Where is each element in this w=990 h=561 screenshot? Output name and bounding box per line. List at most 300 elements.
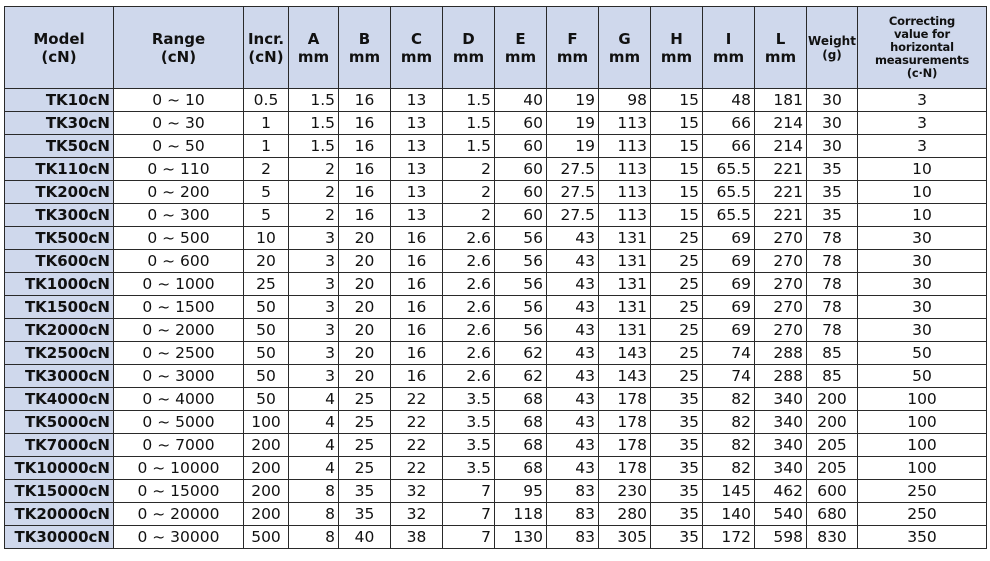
cell-model: TK10cN [5, 89, 114, 112]
cell-e: 40 [495, 89, 547, 112]
cell-h: 15 [651, 135, 703, 158]
cell-d: 2.6 [443, 227, 495, 250]
cell-b: 20 [339, 365, 391, 388]
cell-correcting-value: 30 [858, 296, 987, 319]
header-i: I mm [703, 7, 755, 89]
header-a: A mm [289, 7, 339, 89]
cell-range: 0 ~ 500 [114, 227, 244, 250]
cell-f: 27.5 [547, 158, 599, 181]
cell-model: TK500cN [5, 227, 114, 250]
cell-a: 8 [289, 480, 339, 503]
cell-b: 25 [339, 388, 391, 411]
cell-range: 0 ~ 4000 [114, 388, 244, 411]
cell-b: 35 [339, 480, 391, 503]
header-b: B mm [339, 7, 391, 89]
cell-weight: 200 [807, 388, 858, 411]
cell-i: 74 [703, 342, 755, 365]
header-correcting-value: Correcting value for horizontal measurements (c·N) [858, 7, 987, 89]
table-row [5, 342, 987, 365]
cell-weight: 85 [807, 342, 858, 365]
cell-g: 143 [599, 365, 651, 388]
cell-f: 27.5 [547, 181, 599, 204]
cell-c: 13 [391, 181, 443, 204]
cell-l: 221 [755, 204, 807, 227]
table-row [5, 227, 987, 250]
cell-i: 69 [703, 273, 755, 296]
cell-h: 15 [651, 181, 703, 204]
cell-i: 82 [703, 411, 755, 434]
cell-d: 3.5 [443, 457, 495, 480]
cell-i: 69 [703, 250, 755, 273]
cell-l: 270 [755, 296, 807, 319]
cell-increment: 500 [244, 526, 289, 549]
cell-increment: 25 [244, 273, 289, 296]
cell-i: 65.5 [703, 181, 755, 204]
cell-model: TK200cN [5, 181, 114, 204]
cell-increment: 10 [244, 227, 289, 250]
cell-g: 178 [599, 411, 651, 434]
cell-increment: 0.5 [244, 89, 289, 112]
cell-b: 16 [339, 204, 391, 227]
cell-b: 16 [339, 135, 391, 158]
cell-d: 2.6 [443, 250, 495, 273]
cell-f: 43 [547, 250, 599, 273]
cell-l: 288 [755, 365, 807, 388]
table-row [5, 411, 987, 434]
cell-a: 4 [289, 411, 339, 434]
cell-l: 221 [755, 158, 807, 181]
cell-e: 60 [495, 204, 547, 227]
cell-a: 3 [289, 342, 339, 365]
cell-c: 16 [391, 342, 443, 365]
cell-f: 43 [547, 411, 599, 434]
cell-model: TK7000cN [5, 434, 114, 457]
cell-d: 2.6 [443, 365, 495, 388]
cell-h: 35 [651, 503, 703, 526]
cell-l: 270 [755, 250, 807, 273]
cell-model: TK2500cN [5, 342, 114, 365]
cell-weight: 680 [807, 503, 858, 526]
cell-b: 35 [339, 503, 391, 526]
cell-increment: 5 [244, 204, 289, 227]
cell-correcting-value: 3 [858, 135, 987, 158]
table-body [5, 89, 987, 549]
cell-f: 43 [547, 319, 599, 342]
cell-e: 95 [495, 480, 547, 503]
cell-h: 25 [651, 250, 703, 273]
cell-d: 2.6 [443, 342, 495, 365]
cell-correcting-value: 100 [858, 411, 987, 434]
header-c: C mm [391, 7, 443, 89]
cell-f: 43 [547, 457, 599, 480]
cell-f: 83 [547, 503, 599, 526]
cell-range: 0 ~ 5000 [114, 411, 244, 434]
cell-l: 340 [755, 411, 807, 434]
cell-range: 0 ~ 1000 [114, 273, 244, 296]
cell-i: 172 [703, 526, 755, 549]
cell-f: 43 [547, 342, 599, 365]
cell-d: 7 [443, 480, 495, 503]
cell-weight: 78 [807, 250, 858, 273]
cell-g: 131 [599, 227, 651, 250]
cell-i: 140 [703, 503, 755, 526]
cell-i: 69 [703, 319, 755, 342]
cell-a: 4 [289, 388, 339, 411]
cell-correcting-value: 350 [858, 526, 987, 549]
cell-b: 20 [339, 273, 391, 296]
cell-g: 98 [599, 89, 651, 112]
cell-b: 25 [339, 411, 391, 434]
cell-c: 16 [391, 319, 443, 342]
cell-a: 4 [289, 457, 339, 480]
cell-h: 25 [651, 227, 703, 250]
cell-d: 2.6 [443, 296, 495, 319]
cell-g: 113 [599, 135, 651, 158]
cell-correcting-value: 30 [858, 227, 987, 250]
cell-range: 0 ~ 2500 [114, 342, 244, 365]
cell-range: 0 ~ 110 [114, 158, 244, 181]
cell-weight: 78 [807, 273, 858, 296]
cell-d: 2 [443, 158, 495, 181]
cell-correcting-value: 10 [858, 181, 987, 204]
table-row [5, 204, 987, 227]
cell-f: 83 [547, 526, 599, 549]
cell-weight: 35 [807, 181, 858, 204]
cell-b: 25 [339, 434, 391, 457]
cell-e: 68 [495, 411, 547, 434]
cell-a: 1.5 [289, 89, 339, 112]
cell-model: TK20000cN [5, 503, 114, 526]
cell-b: 25 [339, 457, 391, 480]
table-header [5, 7, 987, 89]
cell-b: 40 [339, 526, 391, 549]
cell-d: 2 [443, 181, 495, 204]
header-h: H mm [651, 7, 703, 89]
cell-model: TK50cN [5, 135, 114, 158]
header-increment: Incr. (cN) [244, 7, 289, 89]
cell-b: 16 [339, 158, 391, 181]
cell-g: 178 [599, 457, 651, 480]
header-e: E mm [495, 7, 547, 89]
cell-f: 19 [547, 112, 599, 135]
cell-h: 35 [651, 411, 703, 434]
cell-h: 25 [651, 342, 703, 365]
cell-l: 214 [755, 135, 807, 158]
cell-g: 131 [599, 273, 651, 296]
cell-range: 0 ~ 10 [114, 89, 244, 112]
cell-c: 13 [391, 112, 443, 135]
cell-d: 1.5 [443, 135, 495, 158]
cell-e: 60 [495, 135, 547, 158]
cell-weight: 30 [807, 135, 858, 158]
cell-h: 35 [651, 480, 703, 503]
cell-c: 38 [391, 526, 443, 549]
cell-i: 82 [703, 388, 755, 411]
cell-g: 113 [599, 158, 651, 181]
cell-g: 113 [599, 112, 651, 135]
cell-a: 4 [289, 434, 339, 457]
cell-weight: 85 [807, 365, 858, 388]
cell-model: TK4000cN [5, 388, 114, 411]
cell-l: 288 [755, 342, 807, 365]
table-row [5, 273, 987, 296]
cell-a: 2 [289, 181, 339, 204]
cell-b: 16 [339, 181, 391, 204]
cell-range: 0 ~ 20000 [114, 503, 244, 526]
cell-model: TK1500cN [5, 296, 114, 319]
cell-weight: 200 [807, 411, 858, 434]
cell-h: 35 [651, 434, 703, 457]
cell-h: 35 [651, 457, 703, 480]
cell-b: 20 [339, 250, 391, 273]
cell-model: TK30000cN [5, 526, 114, 549]
cell-g: 113 [599, 181, 651, 204]
cell-e: 62 [495, 365, 547, 388]
cell-range: 0 ~ 10000 [114, 457, 244, 480]
cell-f: 27.5 [547, 204, 599, 227]
cell-a: 2 [289, 158, 339, 181]
cell-c: 16 [391, 273, 443, 296]
cell-e: 68 [495, 388, 547, 411]
cell-c: 16 [391, 365, 443, 388]
cell-increment: 50 [244, 296, 289, 319]
table-row [5, 158, 987, 181]
cell-range: 0 ~ 15000 [114, 480, 244, 503]
cell-h: 25 [651, 273, 703, 296]
cell-g: 230 [599, 480, 651, 503]
cell-increment: 50 [244, 365, 289, 388]
cell-e: 56 [495, 227, 547, 250]
cell-h: 25 [651, 365, 703, 388]
cell-c: 22 [391, 411, 443, 434]
cell-i: 66 [703, 135, 755, 158]
cell-model: TK30cN [5, 112, 114, 135]
cell-e: 60 [495, 158, 547, 181]
table-row [5, 89, 987, 112]
cell-i: 66 [703, 112, 755, 135]
cell-e: 60 [495, 181, 547, 204]
cell-i: 82 [703, 434, 755, 457]
cell-weight: 35 [807, 204, 858, 227]
header-row [5, 7, 987, 89]
cell-increment: 2 [244, 158, 289, 181]
cell-l: 340 [755, 457, 807, 480]
header-l: L mm [755, 7, 807, 89]
cell-f: 83 [547, 480, 599, 503]
cell-f: 43 [547, 388, 599, 411]
cell-a: 3 [289, 273, 339, 296]
cell-model: TK2000cN [5, 319, 114, 342]
cell-l: 598 [755, 526, 807, 549]
cell-l: 181 [755, 89, 807, 112]
table-row [5, 365, 987, 388]
cell-weight: 205 [807, 457, 858, 480]
cell-d: 1.5 [443, 89, 495, 112]
header-g: G mm [599, 7, 651, 89]
cell-increment: 1 [244, 112, 289, 135]
cell-c: 22 [391, 434, 443, 457]
cell-correcting-value: 100 [858, 434, 987, 457]
cell-d: 2 [443, 204, 495, 227]
cell-range: 0 ~ 50 [114, 135, 244, 158]
table-row [5, 296, 987, 319]
cell-increment: 50 [244, 388, 289, 411]
cell-increment: 20 [244, 250, 289, 273]
cell-h: 35 [651, 526, 703, 549]
cell-correcting-value: 30 [858, 273, 987, 296]
cell-correcting-value: 30 [858, 250, 987, 273]
cell-b: 16 [339, 89, 391, 112]
cell-weight: 78 [807, 227, 858, 250]
cell-correcting-value: 10 [858, 204, 987, 227]
cell-e: 68 [495, 434, 547, 457]
cell-c: 32 [391, 480, 443, 503]
cell-i: 74 [703, 365, 755, 388]
cell-range: 0 ~ 2000 [114, 319, 244, 342]
cell-l: 340 [755, 434, 807, 457]
cell-correcting-value: 250 [858, 503, 987, 526]
cell-model: TK5000cN [5, 411, 114, 434]
cell-model: TK600cN [5, 250, 114, 273]
cell-l: 270 [755, 273, 807, 296]
cell-correcting-value: 30 [858, 319, 987, 342]
cell-range: 0 ~ 1500 [114, 296, 244, 319]
cell-l: 270 [755, 227, 807, 250]
cell-e: 56 [495, 273, 547, 296]
cell-h: 35 [651, 388, 703, 411]
cell-weight: 78 [807, 296, 858, 319]
cell-correcting-value: 50 [858, 365, 987, 388]
cell-i: 65.5 [703, 204, 755, 227]
table-row [5, 135, 987, 158]
cell-e: 56 [495, 296, 547, 319]
cell-i: 145 [703, 480, 755, 503]
cell-a: 3 [289, 296, 339, 319]
cell-b: 20 [339, 227, 391, 250]
table-row [5, 480, 987, 503]
cell-range: 0 ~ 600 [114, 250, 244, 273]
cell-f: 43 [547, 227, 599, 250]
cell-correcting-value: 3 [858, 89, 987, 112]
cell-a: 3 [289, 250, 339, 273]
cell-c: 16 [391, 296, 443, 319]
cell-model: TK1000cN [5, 273, 114, 296]
cell-d: 2.6 [443, 319, 495, 342]
cell-i: 82 [703, 457, 755, 480]
cell-g: 113 [599, 204, 651, 227]
cell-d: 7 [443, 503, 495, 526]
cell-f: 19 [547, 89, 599, 112]
cell-increment: 200 [244, 457, 289, 480]
cell-l: 340 [755, 388, 807, 411]
cell-c: 13 [391, 135, 443, 158]
cell-c: 32 [391, 503, 443, 526]
cell-l: 221 [755, 181, 807, 204]
cell-b: 16 [339, 112, 391, 135]
cell-correcting-value: 100 [858, 388, 987, 411]
cell-f: 43 [547, 296, 599, 319]
cell-increment: 50 [244, 342, 289, 365]
cell-g: 305 [599, 526, 651, 549]
table-row [5, 503, 987, 526]
cell-e: 118 [495, 503, 547, 526]
cell-model: TK110cN [5, 158, 114, 181]
cell-e: 56 [495, 250, 547, 273]
cell-a: 3 [289, 319, 339, 342]
table-row [5, 434, 987, 457]
cell-a: 8 [289, 503, 339, 526]
cell-increment: 200 [244, 480, 289, 503]
cell-weight: 30 [807, 89, 858, 112]
cell-f: 43 [547, 273, 599, 296]
cell-i: 65.5 [703, 158, 755, 181]
cell-a: 1.5 [289, 135, 339, 158]
cell-increment: 100 [244, 411, 289, 434]
cell-range: 0 ~ 300 [114, 204, 244, 227]
cell-c: 22 [391, 457, 443, 480]
table-row [5, 319, 987, 342]
cell-i: 69 [703, 296, 755, 319]
cell-increment: 200 [244, 503, 289, 526]
cell-c: 13 [391, 204, 443, 227]
cell-correcting-value: 10 [858, 158, 987, 181]
cell-f: 19 [547, 135, 599, 158]
cell-g: 143 [599, 342, 651, 365]
cell-i: 69 [703, 227, 755, 250]
cell-a: 1.5 [289, 112, 339, 135]
cell-b: 20 [339, 296, 391, 319]
cell-g: 131 [599, 319, 651, 342]
cell-increment: 200 [244, 434, 289, 457]
cell-h: 15 [651, 158, 703, 181]
cell-e: 62 [495, 342, 547, 365]
cell-h: 25 [651, 319, 703, 342]
cell-g: 131 [599, 250, 651, 273]
cell-d: 1.5 [443, 112, 495, 135]
cell-d: 3.5 [443, 411, 495, 434]
cell-range: 0 ~ 30 [114, 112, 244, 135]
cell-model: TK10000cN [5, 457, 114, 480]
header-model: Model (cN) [5, 7, 114, 89]
cell-correcting-value: 250 [858, 480, 987, 503]
table-row [5, 250, 987, 273]
table-row [5, 457, 987, 480]
cell-increment: 1 [244, 135, 289, 158]
cell-correcting-value: 100 [858, 457, 987, 480]
cell-weight: 600 [807, 480, 858, 503]
cell-weight: 30 [807, 112, 858, 135]
header-d: D mm [443, 7, 495, 89]
table-row [5, 526, 987, 549]
cell-a: 8 [289, 526, 339, 549]
cell-b: 20 [339, 319, 391, 342]
specification-table [4, 6, 987, 549]
cell-h: 15 [651, 204, 703, 227]
cell-correcting-value: 3 [858, 112, 987, 135]
table-row [5, 388, 987, 411]
cell-g: 178 [599, 388, 651, 411]
cell-correcting-value: 50 [858, 342, 987, 365]
cell-range: 0 ~ 200 [114, 181, 244, 204]
cell-a: 3 [289, 365, 339, 388]
cell-l: 214 [755, 112, 807, 135]
cell-h: 15 [651, 89, 703, 112]
cell-increment: 5 [244, 181, 289, 204]
cell-c: 16 [391, 250, 443, 273]
cell-g: 131 [599, 296, 651, 319]
cell-c: 22 [391, 388, 443, 411]
cell-weight: 78 [807, 319, 858, 342]
